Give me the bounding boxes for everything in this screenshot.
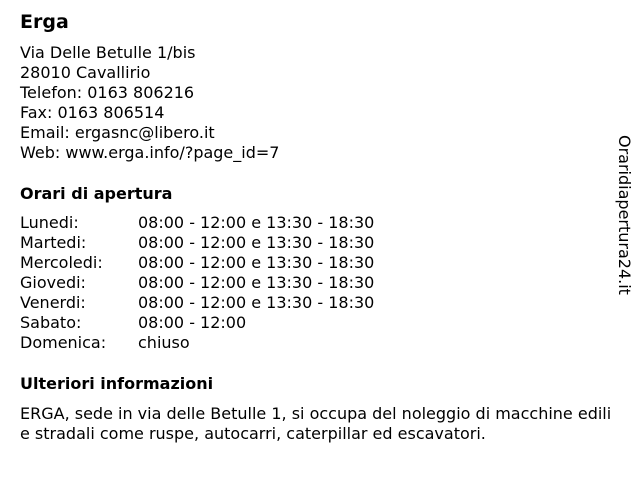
business-description: ERGA, sede in via delle Betulle 1, si occupa del noleggio di macchine edili e stradali come ruspe, autocarri, caterpillar ed escavatori. — [20, 404, 612, 443]
hours-row — [20, 333, 374, 353]
day-hours: 08:00 - 12:00 e 13:30 - 18:30 — [138, 233, 375, 252]
hours-row — [20, 313, 374, 333]
fax-line: Fax: 0163 806514 — [20, 103, 165, 122]
day-hours: 08:00 - 12:00 e 13:30 - 18:30 — [138, 293, 375, 312]
phone-line: Telefon: 0163 806216 — [20, 83, 195, 102]
hours-row — [20, 233, 374, 253]
email-line: Email: ergasnc@libero.it — [20, 123, 215, 142]
day-label: Venerdi: — [20, 293, 86, 312]
day-label: Giovedi: — [20, 273, 86, 292]
web-line: Web: www.erga.info/?page_id=7 — [20, 143, 280, 162]
address-line: Via Delle Betulle 1/bis — [20, 43, 196, 62]
day-label: Domenica: — [20, 333, 107, 352]
hours-row — [20, 213, 374, 233]
opening-hours-table — [20, 213, 374, 353]
day-hours: chiuso — [138, 333, 190, 352]
day-label: Lunedi: — [20, 213, 79, 232]
site-watermark: Oraridiapertura24.it — [615, 135, 634, 295]
more-info-heading: Ulteriori informazioni — [20, 374, 214, 393]
opening-hours-heading: Orari di apertura — [20, 184, 173, 203]
hours-row — [20, 253, 374, 273]
day-label: Martedi: — [20, 233, 87, 252]
business-name: Erga — [20, 11, 69, 33]
day-hours: 08:00 - 12:00 e 13:30 - 18:30 — [138, 273, 375, 292]
day-hours: 08:00 - 12:00 e 13:30 - 18:30 — [138, 213, 375, 232]
contact-block — [20, 43, 279, 163]
day-hours: 08:00 - 12:00 e 13:30 - 18:30 — [138, 253, 375, 272]
city-line: 28010 Cavallirio — [20, 63, 151, 82]
hours-row — [20, 273, 374, 293]
day-label: Sabato: — [20, 313, 82, 332]
day-hours: 08:00 - 12:00 — [138, 313, 247, 332]
day-label: Mercoledi: — [20, 253, 103, 272]
hours-row — [20, 293, 374, 313]
